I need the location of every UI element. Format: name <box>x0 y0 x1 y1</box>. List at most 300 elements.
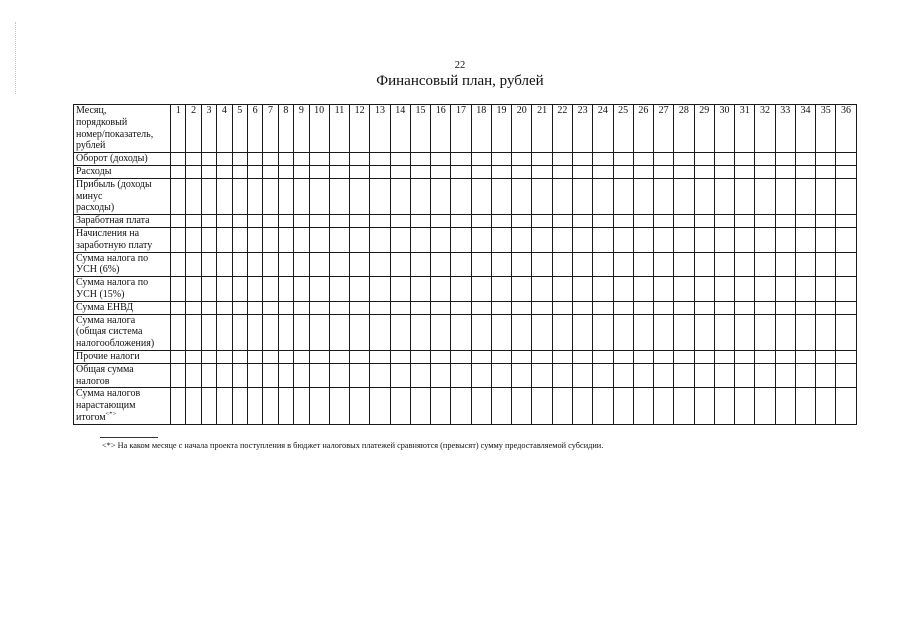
value-cell <box>593 363 613 388</box>
value-cell <box>431 215 451 228</box>
value-cell <box>247 252 262 277</box>
value-cell <box>836 363 856 388</box>
value-cell <box>654 165 674 178</box>
value-cell <box>755 215 775 228</box>
value-cell <box>278 227 293 252</box>
value-cell <box>755 363 775 388</box>
value-cell <box>329 252 349 277</box>
value-cell <box>735 215 755 228</box>
value-cell <box>613 277 633 302</box>
value-cell <box>471 301 491 314</box>
value-cell <box>654 252 674 277</box>
value-cell <box>278 388 293 424</box>
value-cell <box>186 178 201 214</box>
value-cell <box>232 314 247 350</box>
value-cell <box>491 215 511 228</box>
value-cell <box>714 363 734 388</box>
value-cell <box>532 314 552 350</box>
value-cell <box>431 277 451 302</box>
value-cell <box>390 314 410 350</box>
month-number: 8 <box>278 105 293 153</box>
value-cell <box>755 301 775 314</box>
value-cell <box>186 301 201 314</box>
value-cell <box>735 301 755 314</box>
value-cell <box>816 153 836 166</box>
value-cell <box>674 388 694 424</box>
value-cell <box>593 227 613 252</box>
row-label-text: Расходы <box>76 165 112 177</box>
value-cell <box>471 277 491 302</box>
value-cell <box>171 215 186 228</box>
value-cell <box>512 301 532 314</box>
value-cell <box>309 388 329 424</box>
value-cell <box>816 165 836 178</box>
value-cell <box>633 153 653 166</box>
table-row <box>74 252 857 277</box>
value-cell <box>247 301 262 314</box>
value-cell <box>247 153 262 166</box>
footnote-separator <box>100 437 158 438</box>
value-cell <box>410 215 430 228</box>
value-cell <box>370 314 390 350</box>
value-cell <box>795 227 815 252</box>
value-cell <box>329 153 349 166</box>
header-row <box>74 105 857 153</box>
value-cell <box>674 363 694 388</box>
value-cell <box>552 363 572 388</box>
value-cell <box>232 350 247 363</box>
value-cell <box>735 277 755 302</box>
month-number: 20 <box>512 105 532 153</box>
value-cell <box>217 388 232 424</box>
value-cell <box>714 388 734 424</box>
value-cell <box>451 388 471 424</box>
value-cell <box>836 252 856 277</box>
value-cell <box>350 301 370 314</box>
value-cell <box>532 252 552 277</box>
value-cell <box>350 165 370 178</box>
value-cell <box>471 363 491 388</box>
value-cell <box>329 215 349 228</box>
row-label <box>74 215 171 228</box>
value-cell <box>278 252 293 277</box>
value-cell <box>451 227 471 252</box>
value-cell <box>714 277 734 302</box>
value-cell <box>613 252 633 277</box>
value-cell <box>390 301 410 314</box>
value-cell <box>694 363 714 388</box>
value-cell <box>694 314 714 350</box>
value-cell <box>512 277 532 302</box>
month-number: 14 <box>390 105 410 153</box>
value-cell <box>201 165 216 178</box>
value-cell <box>171 178 186 214</box>
value-cell <box>633 227 653 252</box>
value-cell <box>755 314 775 350</box>
month-number: 15 <box>410 105 430 153</box>
month-number: 25 <box>613 105 633 153</box>
value-cell <box>775 227 795 252</box>
value-cell <box>171 350 186 363</box>
value-cell <box>714 215 734 228</box>
value-cell <box>755 227 775 252</box>
value-cell <box>451 350 471 363</box>
value-cell <box>654 277 674 302</box>
value-cell <box>593 153 613 166</box>
value-cell <box>309 350 329 363</box>
value-cell <box>491 363 511 388</box>
value-cell <box>552 277 572 302</box>
value-cell <box>795 165 815 178</box>
value-cell <box>572 314 592 350</box>
value-cell <box>572 215 592 228</box>
value-cell <box>694 277 714 302</box>
value-cell <box>572 301 592 314</box>
value-cell <box>263 388 278 424</box>
value-cell <box>694 350 714 363</box>
value-cell <box>294 301 309 314</box>
value-cell <box>410 363 430 388</box>
value-cell <box>247 350 262 363</box>
value-cell <box>431 178 451 214</box>
value-cell <box>775 388 795 424</box>
value-cell <box>217 178 232 214</box>
month-number: 26 <box>633 105 653 153</box>
value-cell <box>633 363 653 388</box>
value-cell <box>186 252 201 277</box>
row-label <box>74 350 171 363</box>
value-cell <box>217 301 232 314</box>
value-cell <box>350 227 370 252</box>
value-cell <box>247 215 262 228</box>
value-cell <box>471 388 491 424</box>
value-cell <box>654 314 674 350</box>
row-label <box>74 277 171 302</box>
value-cell <box>755 350 775 363</box>
value-cell <box>572 153 592 166</box>
value-cell <box>201 227 216 252</box>
value-cell <box>755 277 775 302</box>
value-cell <box>217 363 232 388</box>
value-cell <box>491 301 511 314</box>
value-cell <box>263 215 278 228</box>
value-cell <box>593 314 613 350</box>
financial-plan-table <box>73 104 857 425</box>
value-cell <box>431 363 451 388</box>
table-row <box>74 301 857 314</box>
month-number: 11 <box>329 105 349 153</box>
value-cell <box>795 363 815 388</box>
value-cell <box>329 165 349 178</box>
value-cell <box>370 178 390 214</box>
value-cell <box>775 178 795 214</box>
value-cell <box>186 388 201 424</box>
row-label-text: Прибыль (доходы минус расходы) <box>76 178 152 214</box>
row-label <box>74 227 171 252</box>
value-cell <box>451 314 471 350</box>
value-cell <box>633 314 653 350</box>
value-cell <box>694 227 714 252</box>
value-cell <box>694 153 714 166</box>
value-cell <box>674 227 694 252</box>
value-cell <box>247 178 262 214</box>
month-number: 19 <box>491 105 511 153</box>
value-cell <box>633 277 653 302</box>
row-label <box>74 252 171 277</box>
value-cell <box>572 252 592 277</box>
value-cell <box>593 178 613 214</box>
month-number: 9 <box>294 105 309 153</box>
value-cell <box>247 388 262 424</box>
month-number: 31 <box>735 105 755 153</box>
value-cell <box>572 227 592 252</box>
value-cell <box>755 153 775 166</box>
value-cell <box>329 314 349 350</box>
value-cell <box>263 153 278 166</box>
table-row <box>74 388 857 424</box>
value-cell <box>552 215 572 228</box>
table-row <box>74 350 857 363</box>
value-cell <box>263 178 278 214</box>
value-cell <box>816 178 836 214</box>
value-cell <box>370 227 390 252</box>
value-cell <box>572 388 592 424</box>
value-cell <box>795 277 815 302</box>
value-cell <box>171 314 186 350</box>
value-cell <box>674 277 694 302</box>
value-cell <box>410 227 430 252</box>
value-cell <box>171 277 186 302</box>
row-label-text: Сумма налога по УСН (6%) <box>76 252 149 276</box>
value-cell <box>674 314 694 350</box>
value-cell <box>552 227 572 252</box>
month-number: 23 <box>572 105 592 153</box>
value-cell <box>186 153 201 166</box>
value-cell <box>451 301 471 314</box>
value-cell <box>370 350 390 363</box>
value-cell <box>795 178 815 214</box>
value-cell <box>309 314 329 350</box>
value-cell <box>410 301 430 314</box>
value-cell <box>471 350 491 363</box>
month-number: 12 <box>350 105 370 153</box>
value-cell <box>836 165 856 178</box>
value-cell <box>217 215 232 228</box>
value-cell <box>755 165 775 178</box>
value-cell <box>593 277 613 302</box>
value-cell <box>775 165 795 178</box>
value-cell <box>263 227 278 252</box>
value-cell <box>350 153 370 166</box>
value-cell <box>370 215 390 228</box>
month-number: 34 <box>795 105 815 153</box>
value-cell <box>593 215 613 228</box>
row-label <box>74 363 171 388</box>
value-cell <box>532 165 552 178</box>
month-number: 2 <box>186 105 201 153</box>
value-cell <box>370 165 390 178</box>
value-cell <box>217 314 232 350</box>
value-cell <box>836 314 856 350</box>
value-cell <box>471 178 491 214</box>
value-cell <box>431 153 451 166</box>
value-cell <box>613 301 633 314</box>
value-cell <box>350 314 370 350</box>
value-cell <box>370 277 390 302</box>
value-cell <box>816 215 836 228</box>
value-cell <box>370 252 390 277</box>
value-cell <box>714 252 734 277</box>
value-cell <box>431 350 451 363</box>
value-cell <box>370 153 390 166</box>
value-cell <box>171 153 186 166</box>
value-cell <box>309 153 329 166</box>
value-cell <box>491 277 511 302</box>
value-cell <box>593 350 613 363</box>
row-label-text: Общая сумма налогов <box>76 363 134 387</box>
value-cell <box>232 227 247 252</box>
value-cell <box>572 277 592 302</box>
value-cell <box>633 388 653 424</box>
value-cell <box>186 165 201 178</box>
value-cell <box>512 165 532 178</box>
value-cell <box>309 215 329 228</box>
value-cell <box>593 388 613 424</box>
value-cell <box>171 388 186 424</box>
value-cell <box>491 350 511 363</box>
value-cell <box>532 153 552 166</box>
value-cell <box>431 165 451 178</box>
month-number: 36 <box>836 105 856 153</box>
value-cell <box>532 178 552 214</box>
value-cell <box>263 252 278 277</box>
value-cell <box>186 215 201 228</box>
value-cell <box>390 277 410 302</box>
value-cell <box>278 153 293 166</box>
value-cell <box>613 350 633 363</box>
value-cell <box>350 388 370 424</box>
value-cell <box>572 350 592 363</box>
value-cell <box>694 178 714 214</box>
value-cell <box>390 350 410 363</box>
value-cell <box>201 252 216 277</box>
value-cell <box>552 178 572 214</box>
value-cell <box>654 388 674 424</box>
table-row <box>74 277 857 302</box>
value-cell <box>410 277 430 302</box>
value-cell <box>795 314 815 350</box>
value-cell <box>451 363 471 388</box>
value-cell <box>735 153 755 166</box>
value-cell <box>247 227 262 252</box>
value-cell <box>512 388 532 424</box>
value-cell <box>755 252 775 277</box>
value-cell <box>795 215 815 228</box>
value-cell <box>247 277 262 302</box>
value-cell <box>512 215 532 228</box>
month-number: 6 <box>247 105 262 153</box>
month-number: 16 <box>431 105 451 153</box>
row-label-text: Заработная плата <box>76 215 150 227</box>
value-cell <box>775 277 795 302</box>
value-cell <box>471 252 491 277</box>
value-cell <box>278 215 293 228</box>
month-number: 18 <box>471 105 491 153</box>
month-number: 13 <box>370 105 390 153</box>
value-cell <box>552 252 572 277</box>
value-cell <box>694 165 714 178</box>
value-cell <box>390 388 410 424</box>
value-cell <box>232 153 247 166</box>
value-cell <box>350 277 370 302</box>
value-cell <box>674 350 694 363</box>
month-number: 24 <box>593 105 613 153</box>
value-cell <box>491 153 511 166</box>
value-cell <box>294 363 309 388</box>
value-cell <box>201 314 216 350</box>
value-cell <box>674 165 694 178</box>
value-cell <box>775 252 795 277</box>
value-cell <box>232 252 247 277</box>
value-cell <box>294 178 309 214</box>
value-cell <box>294 153 309 166</box>
value-cell <box>309 178 329 214</box>
value-cell <box>512 252 532 277</box>
value-cell <box>654 301 674 314</box>
value-cell <box>232 165 247 178</box>
value-cell <box>431 388 451 424</box>
value-cell <box>735 314 755 350</box>
value-cell <box>816 301 836 314</box>
value-cell <box>714 301 734 314</box>
value-cell <box>294 314 309 350</box>
value-cell <box>201 215 216 228</box>
value-cell <box>795 350 815 363</box>
value-cell <box>201 350 216 363</box>
value-cell <box>171 165 186 178</box>
value-cell <box>836 227 856 252</box>
value-cell <box>329 350 349 363</box>
row-label <box>74 153 171 166</box>
value-cell <box>795 153 815 166</box>
value-cell <box>329 388 349 424</box>
value-cell <box>370 363 390 388</box>
value-cell <box>714 314 734 350</box>
month-number: 5 <box>232 105 247 153</box>
value-cell <box>471 153 491 166</box>
month-number: 10 <box>309 105 329 153</box>
page-title: Финансовый план, рублей <box>376 73 544 89</box>
value-cell <box>512 227 532 252</box>
value-cell <box>836 277 856 302</box>
value-cell <box>816 227 836 252</box>
value-cell <box>186 277 201 302</box>
value-cell <box>390 178 410 214</box>
value-cell <box>532 301 552 314</box>
table-row <box>74 153 857 166</box>
table-row <box>74 178 857 214</box>
value-cell <box>795 252 815 277</box>
value-cell <box>816 388 836 424</box>
value-cell <box>674 215 694 228</box>
value-cell <box>201 153 216 166</box>
value-cell <box>512 350 532 363</box>
value-cell <box>186 314 201 350</box>
value-cell <box>775 363 795 388</box>
month-number: 3 <box>201 105 216 153</box>
value-cell <box>694 301 714 314</box>
value-cell <box>247 314 262 350</box>
